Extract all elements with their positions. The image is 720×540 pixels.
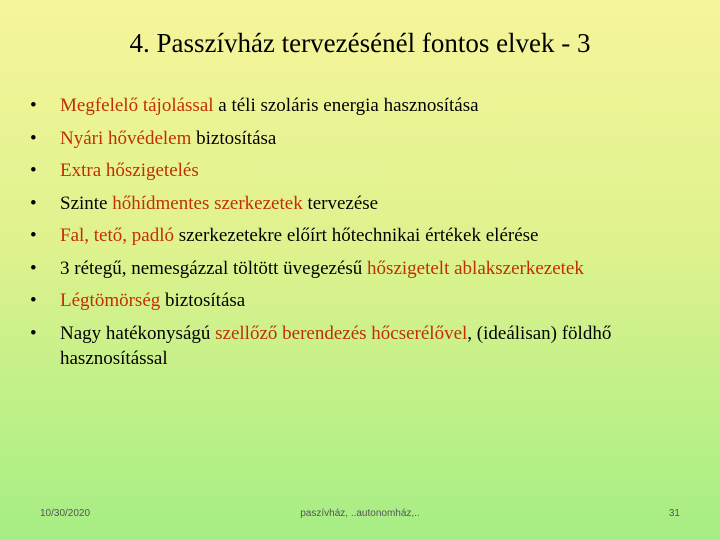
bullet-item — [30, 223, 710, 248]
bullet-item — [30, 126, 710, 151]
bullet-item — [30, 93, 710, 118]
bullet-text: biztosítása — [160, 290, 246, 311]
bullet-dot: • — [30, 225, 37, 246]
bullet-text: tervezése — [302, 192, 379, 214]
bullet-dot: • — [30, 290, 37, 311]
slide-title: 4. Passzívház tervezésénél fontos elvek - 3 — [129, 28, 591, 58]
bullet-list — [30, 93, 710, 378]
highlighted-text: Nyári hővédelem — [60, 127, 192, 149]
highlighted-text: szellőző berendezés hőcserélővel — [215, 322, 468, 344]
highlighted-text: Légtömörség — [60, 290, 161, 311]
bullet-dot: • — [30, 322, 37, 344]
footer-center-text: paszívház, ..autonomház,.. — [300, 508, 420, 519]
highlighted-text: hőszigetelt ablakszerkezetek — [367, 257, 584, 279]
bullet-text: Nagy hatékonyságú — [60, 322, 216, 344]
highlighted-text: Extra hőszigetelés — [60, 160, 199, 181]
bullet-text: 3 rétegű, nemesgázzal töltött üvegezésű — [60, 257, 368, 279]
footer-page-number: 31 — [668, 508, 680, 519]
highlighted-text: Megfelelő tájolással — [60, 95, 214, 116]
bullet-dot: • — [30, 95, 37, 116]
footer-date: 10/30/2020 — [40, 508, 91, 519]
bullet-item — [30, 191, 710, 216]
bullet-dot: • — [30, 160, 37, 181]
bullet-text: Szinte — [60, 192, 113, 214]
bullet-item — [30, 321, 710, 371]
bullet-dot: • — [30, 127, 37, 149]
bullet-dot: • — [30, 192, 37, 214]
bullet-item — [30, 288, 710, 313]
bullet-item — [30, 256, 710, 281]
bullet-item — [30, 158, 710, 183]
highlighted-text: hőhídmentes szerkezetek — [112, 192, 303, 214]
highlighted-text: Fal, tető, padló — [60, 225, 174, 246]
bullet-dot: • — [30, 257, 37, 279]
bullet-text: biztosítása — [191, 127, 277, 149]
bullet-text: , (ideálisan) földhő hasznosítással — [60, 322, 612, 369]
bullet-text: szerkezetekre előírt hőtechnikai értékek elérése — [173, 225, 539, 246]
bullet-text: a téli szoláris energia hasznosítása — [213, 95, 479, 116]
